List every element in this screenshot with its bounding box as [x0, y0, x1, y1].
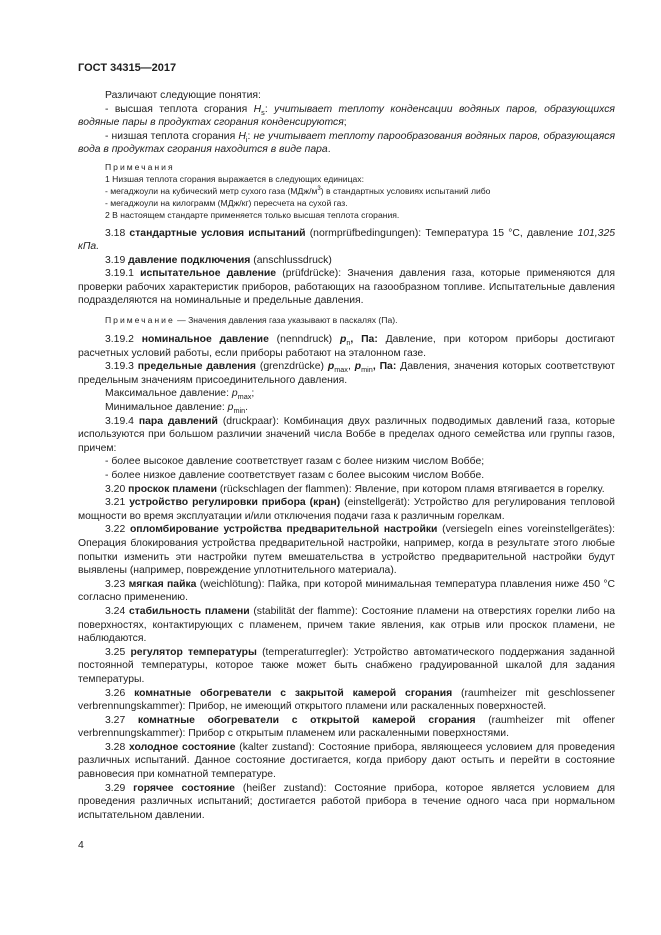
paragraph: [78, 578, 615, 605]
paragraph: [78, 267, 615, 308]
note-paragraph: [78, 174, 615, 186]
paragraph: [78, 254, 615, 268]
term: предельные давления: [137, 361, 256, 373]
document-header: ГОСТ 34315—2017: [78, 62, 177, 74]
text-run: max: [334, 365, 348, 375]
text-run: (normprüfbedingungen): Температура 15 °С, давление: [305, 227, 578, 239]
text-run: 3.19: [105, 254, 129, 266]
paragraph: [78, 401, 615, 415]
text-run: 3.25: [105, 646, 131, 658]
text-run: 3.24: [105, 605, 129, 617]
text-run: p: [227, 402, 234, 414]
text-run: 3: [317, 185, 321, 192]
paragraph: [78, 646, 615, 687]
note-paragraph: [78, 210, 615, 222]
text-run: (druckpaar): Комбинация двух различных подводимых давлений газа, которые используются при большом различии значений числа Воббе в пределах одного семейства или группы газов, причем:: [78, 415, 615, 454]
text-run: (prüfdrücke): Значения давления газа, которые применяются для проверки рабочих характеристик приборов, работающих на газообразном топливе. Испытательные давления подразделяются на номинальные и предельные давления.: [78, 268, 615, 307]
text-run: (grenzdrücke): [255, 361, 328, 373]
text-run: (rückschlagen der flammen): Явление, при котором пламя втягивается в горелку.: [217, 483, 605, 495]
paragraph: [78, 227, 615, 254]
term: устройство регулировки прибора (кран): [129, 497, 341, 509]
text-run: 3.19.1: [105, 268, 141, 280]
term: комнатные обогреватели с открытой камерой сгорания: [137, 714, 476, 726]
text-run: :: [247, 130, 254, 142]
text-run: (kalter zustand): Состояние прибора, являющееся условием для проведения различных испытаний. Данное состояние достигается, когда прибору дают остыть и перейти в состояние равновесия при комнатной температуре.: [78, 741, 615, 781]
paragraph: [78, 605, 615, 646]
term: испытательное давление: [140, 268, 277, 280]
text-run: H: [238, 130, 246, 142]
paragraph: [78, 89, 615, 103]
text-run: Примечание: [105, 315, 175, 326]
term: , Па:: [372, 361, 397, 373]
text-run: ;: [251, 388, 255, 400]
text-run: 1 Низшая теплота сгорания выражается в следующих единицах:: [105, 173, 364, 184]
text-run: H: [253, 103, 262, 115]
note-paragraph: [78, 314, 615, 326]
term: стандартные условия испытаний: [129, 227, 306, 239]
text-run: — Значения давления газа указывают в паскалях (Па).: [174, 315, 398, 326]
note-paragraph: [78, 198, 615, 210]
text-run: - низшая теплота сгорания: [105, 130, 239, 142]
text-run: (anschlussdruck): [250, 254, 332, 266]
text-run: .: [327, 144, 331, 156]
text-run: ;: [343, 117, 347, 129]
text-run: Максимальное давление:: [105, 388, 232, 400]
term: стабильность пламени: [128, 605, 250, 617]
text-run: 3.28: [105, 741, 129, 753]
text-run: p: [231, 388, 238, 400]
term: опломбирование устройства предварительной настройки: [129, 524, 438, 536]
text-run: Примечания: [105, 161, 175, 172]
text-run: n: [346, 338, 351, 348]
text-run: (versiegeln eines voreinstellgerätes): Операция блокирования устройства предварительной настройки, например, когда в результате этого любые попытки изменить эти настройки путем вмешательства в устройство предварительной настройки будут выявлены (например, повреждение уплотнительного материала).: [78, 524, 615, 577]
term: , Па:: [350, 334, 378, 346]
text-run: - высшая теплота сгорания: [105, 103, 254, 115]
term: регулятор температуры: [130, 646, 257, 658]
text-run: 3.27: [105, 714, 138, 726]
term: номинальное давление: [141, 334, 269, 346]
text-run: 3.19.4: [105, 415, 139, 427]
text-run: s: [261, 107, 265, 117]
text-run: Минимальное давление:: [105, 402, 228, 414]
paragraph: [78, 103, 615, 130]
paragraph: [78, 741, 615, 782]
text-run: не учитывает теплоту парообразования водяных паров, образующаяся вода в продуктах сгорания находится в виде пара: [78, 130, 615, 156]
text-run: 2 В настоящем стандарте применяется только высшая теплота сгорания.: [105, 209, 400, 220]
text-run: 3.19.3: [105, 361, 138, 373]
text-run: (weichlötung): Пайка, при которой минимальная температура плавления ниже 450 °С согласно применению.: [78, 578, 615, 604]
term: комнатные обогреватели с закрытой камерой сгорания: [134, 687, 453, 699]
term: проскок пламени: [128, 483, 218, 495]
text-run: :: [264, 103, 275, 115]
text-run: (nenndruck): [268, 334, 340, 346]
term: давление подключения: [128, 254, 251, 266]
text-run: учитывает теплоту конденсации водяных паров, образующихся водяные пары в продуктах сгорания конденсируются: [78, 103, 615, 129]
note-paragraph: [78, 186, 615, 198]
paragraph: [78, 130, 615, 157]
term: пара давлений: [138, 415, 218, 427]
document-body: [78, 89, 615, 822]
text-run: min: [361, 365, 373, 375]
text-run: 3.21: [105, 497, 130, 509]
text-run: 3.19.2: [105, 334, 142, 346]
text-run: (einstellgerät): Устройство для регулирования тепловой мощности во время эксплуатации и/или отключения подачи газа к различным горелкам.: [78, 497, 615, 522]
text-run: - более высокое давление соответствует газам с более низким числом Воббе;: [105, 456, 485, 468]
text-run: (stabilität der flamme): Состояние пламени на отверстиях горелки либо на поверхностях, контактирующих с пламенем, причем такие явления, как отрыв или проскок пламени, не наблюдаются.: [78, 605, 615, 645]
text-run: min: [233, 406, 246, 416]
paragraph: [78, 714, 615, 741]
paragraph: [78, 483, 615, 497]
paragraph: [78, 455, 615, 469]
paragraph: [78, 782, 615, 823]
text-run: i: [245, 134, 248, 144]
note-paragraph: [78, 162, 615, 174]
text-run: p: [339, 334, 347, 346]
text-run: 3.29: [105, 782, 134, 794]
paragraph: [78, 687, 615, 714]
paragraph: [78, 469, 615, 483]
term: холодное состояние: [129, 741, 236, 753]
paragraph: [78, 415, 615, 456]
text-run: .: [245, 402, 249, 414]
page-number: 4: [78, 840, 84, 851]
text-run: - мегаджоули на килограмм (МДж/кг) пересчета на сухой газ.: [105, 197, 348, 208]
text-run: (temperaturregler): Устройство автоматического поддержания заданной постоянной температуры, которое также может быть снабжено градуированной шкалой для задания температуры.: [78, 646, 615, 685]
text-run: Давления, значения которых соответствуют предельным значениям присоединительного давления.: [78, 361, 615, 386]
paragraph: [78, 387, 615, 401]
text-run: p: [327, 361, 335, 373]
text-run: Давление, при котором приборы достигают расчетных условий работы, если приборы работают на эталонном газе.: [78, 334, 616, 359]
paragraph: [78, 523, 615, 577]
paragraph: [78, 333, 615, 360]
text-run: (raumheizer mit geschlossener verbrennungskammer): Прибор, не имеющий открытого пламени или раскаленных поверхностей.: [78, 687, 615, 713]
text-run: 3.22: [105, 524, 130, 536]
text-run: Различают следующие понятия:: [105, 90, 261, 101]
text-run: (heißer zustand): Состояние прибора, которое является условием для проведения различных испытаний; достигается работой прибора в течение одного часа при нормальном испытательном давлении.: [78, 782, 615, 821]
text-run: max: [237, 392, 252, 402]
text-run: p: [354, 361, 362, 373]
text-run: 3.18: [105, 227, 130, 239]
paragraph: [78, 496, 615, 523]
text-run: ,: [347, 361, 355, 373]
text-run: - более низкое давление соответствует газам с более высоким числом Воббе.: [105, 470, 485, 481]
text-run: - мегаджоули на кубический метр сухого газа (МДж/м: [105, 185, 318, 196]
text-run: 3.20: [105, 483, 129, 495]
paragraph: [78, 360, 615, 387]
text-run: 3.23: [105, 578, 129, 590]
text-run: ) в стандартных условиях испытаний либо: [320, 185, 491, 196]
term: горячее состояние: [133, 782, 235, 794]
text-run: 101,325 кПа.: [78, 227, 616, 253]
text-run: 3.26: [105, 687, 135, 699]
text-run: (raumheizer mit offener verbrennungskammer): Прибор с открытым пламенем или раскаленными поверхностями.: [78, 714, 615, 740]
term: мягкая пайка: [128, 578, 197, 590]
